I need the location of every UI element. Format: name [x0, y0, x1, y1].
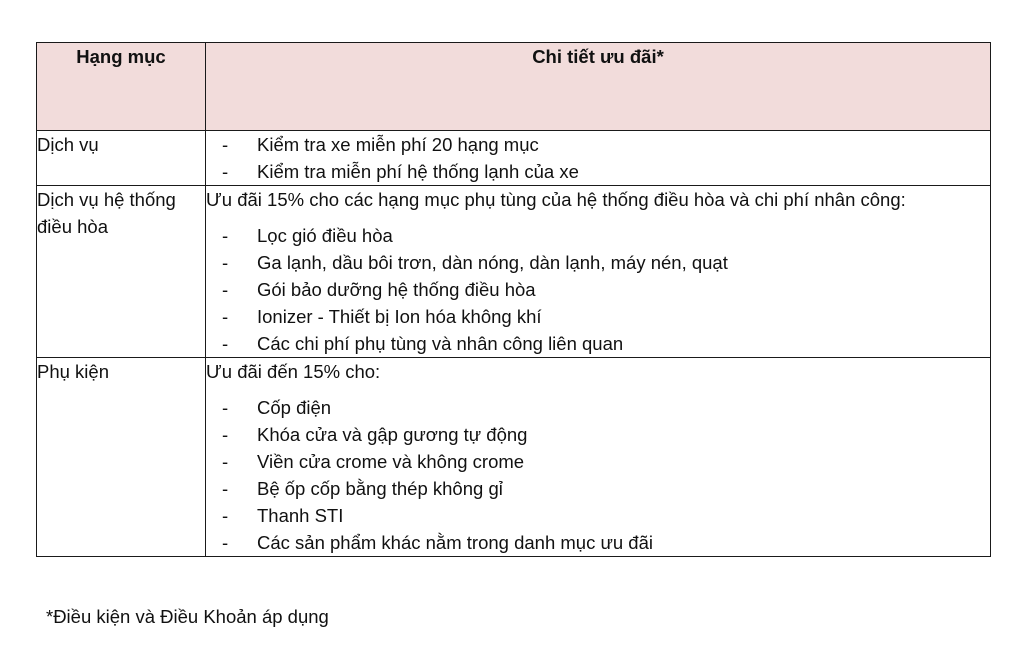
list-item-text: Lọc gió điều hòa: [257, 225, 393, 246]
table-row: [37, 358, 991, 557]
list-item: [206, 475, 990, 502]
bullet-dash: -: [222, 279, 229, 300]
bullet-dash: -: [222, 134, 229, 155]
bullet-dash: -: [222, 252, 229, 273]
bullet-dash: -: [222, 478, 229, 499]
list-item-text: Ionizer - Thiết bị Ion hóa không khí: [257, 306, 542, 327]
table-header-row: [37, 43, 991, 131]
bullet-dash: -: [222, 424, 229, 445]
bullet-dash: -: [222, 397, 229, 418]
offer-list: [206, 131, 990, 185]
list-item: [206, 394, 990, 421]
list-item-text: Ga lạnh, dầu bôi trơn, dàn nóng, dàn lạnh, máy nén, quạt: [257, 252, 728, 273]
category-cell: Dịch vụ: [37, 131, 206, 186]
list-item: [206, 249, 990, 276]
list-item: [206, 131, 990, 158]
bullet-dash: -: [222, 532, 229, 553]
category-cell: Dịch vụ hệ thống điều hòa: [37, 186, 206, 358]
list-item: [206, 303, 990, 330]
bullet-dash: -: [222, 505, 229, 526]
category-cell: Phụ kiện: [37, 358, 206, 557]
bullet-dash: -: [222, 161, 229, 182]
list-item-text: Khóa cửa và gập gương tự động: [257, 424, 528, 445]
list-item: [206, 222, 990, 249]
list-item: [206, 502, 990, 529]
list-item: [206, 529, 990, 556]
details-cell: [206, 131, 991, 186]
list-item: [206, 276, 990, 303]
header-category: Hạng mục: [37, 43, 206, 131]
bullet-dash: -: [222, 225, 229, 246]
bullet-dash: -: [222, 306, 229, 327]
list-item-text: Kiểm tra miễn phí hệ thống lạnh của xe: [257, 161, 579, 182]
details-cell: [206, 358, 991, 557]
offer-intro: Ưu đãi đến 15% cho:: [206, 361, 381, 382]
offer-intro: Ưu đãi 15% cho các hạng mục phụ tùng của hệ thống điều hòa và chi phí nhân công:: [206, 189, 906, 210]
list-item: [206, 330, 990, 357]
details-cell: [206, 186, 991, 358]
list-item-text: Các sản phẩm khác nằm trong danh mục ưu đãi: [257, 532, 653, 553]
footnote: *Điều kiện và Điều Khoản áp dụng: [46, 606, 329, 627]
list-item-text: Bệ ốp cốp bằng thép không gỉ: [257, 478, 503, 499]
list-item: [206, 421, 990, 448]
bullet-dash: -: [222, 333, 229, 354]
list-item-text: Cốp điện: [257, 397, 332, 418]
table-row: [37, 131, 991, 186]
list-item-text: Kiểm tra xe miễn phí 20 hạng mục: [257, 134, 539, 155]
list-item-text: Gói bảo dưỡng hệ thống điều hòa: [257, 279, 536, 300]
offer-table: [36, 42, 991, 557]
table-row: [37, 186, 991, 358]
list-item: [206, 158, 990, 185]
list-item-text: Các chi phí phụ tùng và nhân công liên quan: [257, 333, 624, 354]
list-item: [206, 448, 990, 475]
header-details: Chi tiết ưu đãi*: [206, 43, 991, 131]
offer-list: [206, 222, 990, 357]
list-item-text: Viền cửa crome và không crome: [257, 451, 525, 472]
offer-list: [206, 394, 990, 556]
bullet-dash: -: [222, 451, 229, 472]
list-item-text: Thanh STI: [257, 505, 344, 526]
